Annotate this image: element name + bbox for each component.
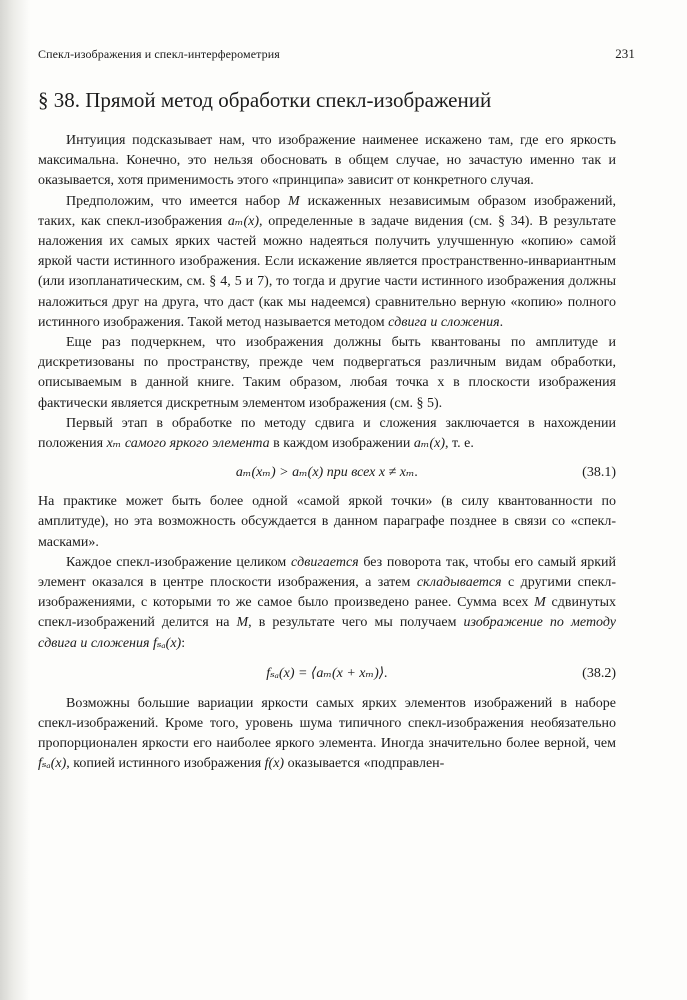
- scan-shadow: [0, 0, 30, 1000]
- var-am: aₘ(x): [227, 213, 259, 229]
- equation-number: (38.2): [582, 665, 616, 681]
- var-M: M: [236, 615, 249, 631]
- term-shift-and-add: сдвига и сложения: [388, 314, 500, 330]
- paragraph-7: Возможны большие вариации яркости самых ярких элементов изображений в наборе спекл-изображений. Кроме того, уровень шума типичного спекл-изображения необязательно пропорционален яркости его наиболее яркого элемента. Иногда значительно более верной, чем fₛₐ(x), копией истинного изображения f(x) оказывается «подправлен-: [38, 695, 616, 772]
- section-title: § 38. Прямой метод обработки спекл-изображений: [38, 88, 492, 112]
- term-shift-add-image: изображение по методу сдвига и сложения: [38, 615, 616, 651]
- paragraph-3: Еще раз подчеркнем, что изображения должны быть квантованы по амплитуде и дискретизованы по пространству, прежде чем подвергаться различным видам обработки, описываемым в данной книге. Таким образом, любая точка x в плоскости изображения фактически является дискретным элементом изображения (см. § 5).: [38, 335, 616, 411]
- body-text: [38, 131, 616, 775]
- equation-38-2: [38, 654, 616, 694]
- equation-expression: fₛₐ(x) = ⟨aₘ(x + xₘ)⟩.: [266, 665, 388, 681]
- var-fsa: fₛₐ(x): [149, 635, 182, 651]
- var-M: M: [534, 595, 546, 611]
- term-added: складывается: [416, 575, 502, 591]
- page-number: 231: [615, 46, 635, 61]
- paragraph-2: Предположим, что имеется набор M искаженных независимым образом изображений, таких, как спекл-изображения aₘ(x), определенные в задаче видения (см. § 34). В результате наложения их самых ярких частей можно надеяться получить улучшенную «копию» самой яркой части истинного изображения. Если искажение является пространственно-инвариантным (или изопланатическим, см. § 4, 5 и 7), то тогда и другие части истинного изображения должны наложиться друг на друга, что даст (как мы надеемся) сравнительно верную «копию» полного истинного изображения. Такой метод называется методом сдвига и сложения.: [38, 193, 616, 330]
- var-M: M: [288, 193, 300, 209]
- var-am: aₘ(x): [413, 436, 446, 452]
- var-xm: xₘ: [106, 436, 122, 452]
- equation-38-1: [38, 454, 616, 492]
- equation-number: (38.1): [582, 465, 616, 481]
- term-brightest-element: самого яркого элемента: [121, 436, 270, 452]
- var-fsa: fₛₐ(x): [38, 756, 67, 772]
- paragraph-5: На практике может быть более одной «самой яркой точки» (в силу квантованности по амплитуде), но эта возможность обсуждается в данном параграфе позднее в связи со «спекл-масками».: [38, 494, 616, 550]
- term-shifted: сдвигается: [290, 554, 359, 570]
- paragraph-4: Первый этап в обработке по методу сдвига и сложения заключается в нахождении положения xₘ самого яркого элемента в каждом изображении aₘ(x), т. е.: [38, 415, 616, 452]
- equation-expression: aₘ(xₘ) > aₘ(x) при всех x ≠ xₘ.: [235, 465, 419, 481]
- paragraph-6: Каждое спекл-изображение целиком сдвигается без поворота так, чтобы его самый яркий элемент оказался в центре плоскости изображения, а затем складывается с другими спекл-изображениями, с которыми то же самое было произведено ранее. Сумма всех M сдвинутых спекл-изображений делится на M, в результате чего мы получаем изображение по методу сдвига и сложения fₛₐ(x):: [38, 554, 617, 651]
- var-f: f(x): [264, 756, 285, 772]
- paragraph-1: Интуиция подсказывает нам, что изображение наименее искажено там, где его яркость максимальна. Конечно, это нельзя обосновать в общем случае, но зачастую именно так и оказывается, хотя применимость этого «принципа» зависит от конкретного случая.: [38, 133, 616, 189]
- running-head-title: Спекл-изображения и спекл-интерферометрия: [38, 47, 280, 61]
